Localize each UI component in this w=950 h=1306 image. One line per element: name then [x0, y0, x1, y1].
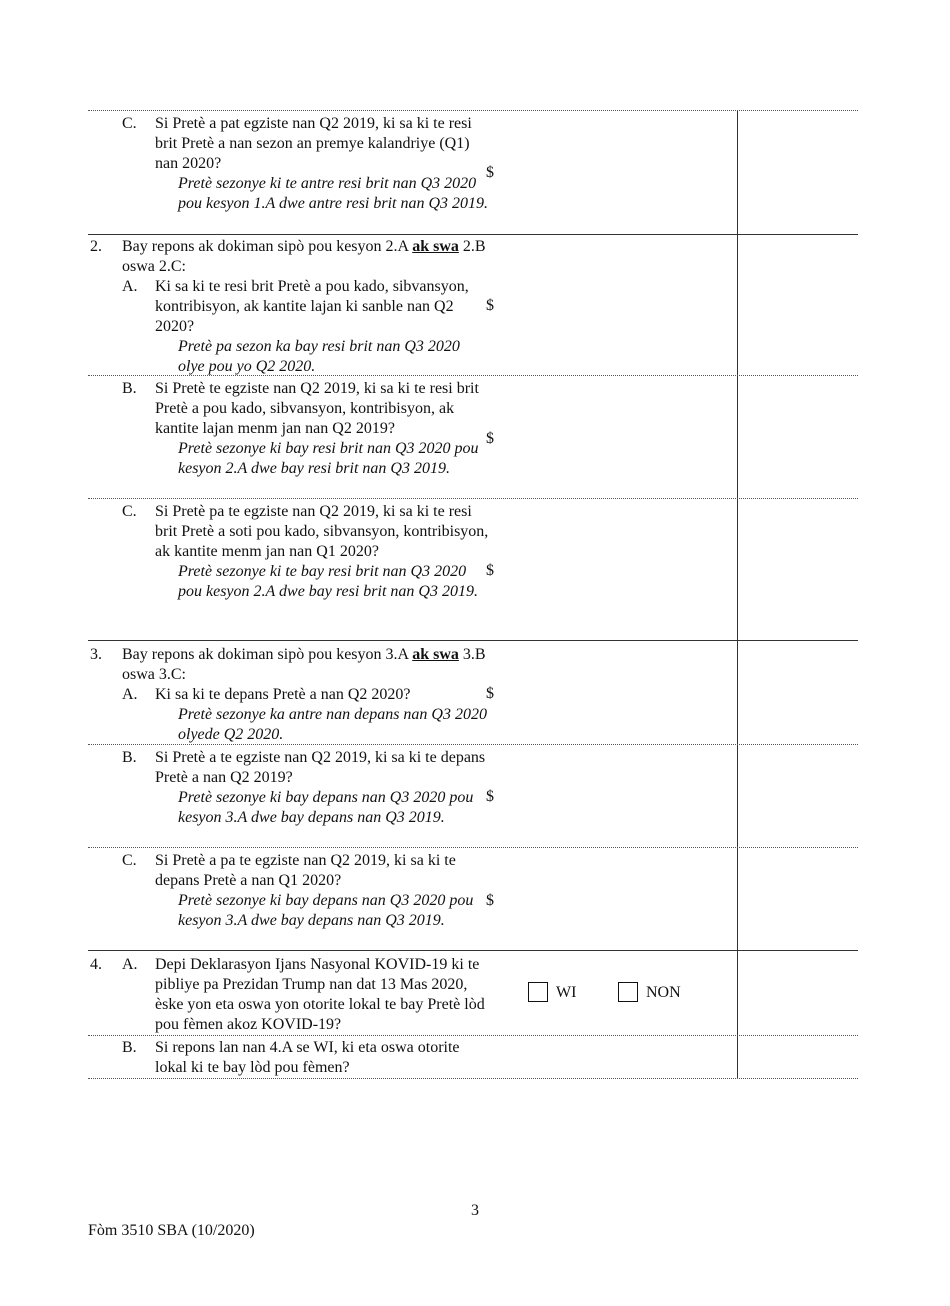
question-body	[155, 277, 490, 377]
question-text: Si Pretè te egziste nan Q2 2019, ki sa ki te resi brit Pretè a pou kado, sibvansyon, kontribisyon, ak kantite lajan menm jan nan Q2 2019?	[155, 380, 479, 437]
row-3c	[88, 847, 858, 950]
question-note: Pretè sezonye ki bay depans nan Q3 2020 pou kesyon 3.A dwe bay depans nan Q3 2019.	[178, 789, 474, 826]
question-text: Si Pretè a pa te egziste nan Q2 2019, ki sa ki te depans Pretè a nan Q1 2020?	[155, 852, 456, 889]
row-3a	[88, 640, 858, 744]
lead-text: Bay repons ak dokiman sipò pou kesyon 2.A	[122, 238, 413, 255]
yes-checkbox[interactable]	[528, 982, 548, 1002]
question-body	[155, 114, 490, 214]
amount-currency: $	[486, 892, 494, 909]
lead-text: Bay repons ak dokiman sipò pou kesyon 3.A	[122, 646, 413, 663]
question-note: Pretè sezonye ki bay resi brit nan Q3 2020 pou kesyon 2.A dwe bay resi brit nan Q3 2019.	[178, 440, 479, 477]
column-divider	[737, 745, 738, 847]
question-number: 3.	[90, 646, 102, 663]
row-1c	[88, 110, 858, 234]
row-4a	[88, 950, 858, 1035]
question-text: Si repons lan nan 4.A se WI, ki eta oswa otorite lokal ki te bay lòd pou fèmen?	[155, 1039, 460, 1076]
lead-text-end: 3.B oswa 3.C:	[122, 646, 486, 683]
question-body	[155, 1038, 490, 1078]
column-divider	[737, 499, 738, 640]
item-letter: A.	[122, 686, 138, 703]
question-note: Pretè pa sezon ka bay resi brit nan Q3 2020 olye pou yo Q2 2020.	[178, 338, 460, 375]
question-body	[155, 379, 490, 479]
amount-currency: $	[486, 562, 494, 579]
question-body	[155, 748, 490, 828]
item-letter: C.	[122, 115, 137, 132]
column-divider	[737, 111, 738, 234]
lead-emphasis: ak swa	[412, 238, 459, 255]
column-divider	[737, 235, 738, 375]
question-note: Pretè sezonye ka antre nan depans nan Q3 2020 olyede Q2 2020.	[178, 706, 487, 743]
yes-label: WI	[556, 984, 577, 1001]
row-2a	[88, 234, 858, 375]
form-identifier: Fòm 3510 SBA (10/2020)	[88, 1222, 255, 1239]
amount-currency: $	[486, 164, 494, 181]
lead-emphasis: ak swa	[412, 646, 459, 663]
question-lead	[122, 645, 492, 685]
row-4b	[88, 1035, 858, 1079]
question-note: Pretè sezonye ki te antre resi brit nan Q3 2020 pou kesyon 1.A dwe antre resi brit nan Q3 2019.	[178, 175, 489, 212]
row-2c	[88, 498, 858, 640]
column-divider	[737, 1036, 738, 1078]
question-note: Pretè sezonye ki bay depans nan Q3 2020 pou kesyon 3.A dwe bay depans nan Q3 2019.	[178, 892, 474, 929]
question-number: 2.	[90, 238, 102, 255]
question-body	[155, 502, 490, 602]
page-number: 3	[471, 1202, 479, 1219]
question-text: Depi Deklarasyon Ijans Nasyonal KOVID-19 ki te pibliye pa Prezidan Trump nan dat 13 Mas 2020, èske yon eta oswa yon otorite lokal te bay Pretè lòd pou fèmen akoz KOVID-19?	[155, 956, 485, 1033]
item-letter: B.	[122, 1039, 137, 1056]
question-body	[155, 851, 490, 931]
column-divider	[737, 641, 738, 744]
no-checkbox[interactable]	[618, 982, 638, 1002]
row-3b	[88, 744, 858, 847]
lead-text-end: 2.B oswa 2.C:	[122, 238, 486, 275]
item-letter: C.	[122, 852, 137, 869]
column-divider	[737, 848, 738, 950]
question-body	[155, 955, 490, 1035]
column-divider	[737, 376, 738, 498]
amount-currency: $	[486, 788, 494, 805]
question-lead	[122, 237, 492, 277]
item-letter: B.	[122, 749, 137, 766]
amount-currency: $	[486, 685, 494, 702]
item-letter: B.	[122, 380, 137, 397]
item-letter: A.	[122, 278, 138, 295]
question-number: 4.	[90, 956, 102, 973]
item-letter: C.	[122, 503, 137, 520]
question-text: Si Pretè a pat egziste nan Q2 2019, ki sa ki te resi brit Pretè a nan sezon an premye kalandriye (Q1) nan 2020?	[155, 115, 472, 172]
column-divider	[737, 951, 738, 1035]
amount-currency: $	[486, 297, 494, 314]
no-label: NON	[646, 984, 681, 1001]
question-text: Ki sa ki te depans Pretè a nan Q2 2020?	[155, 686, 411, 703]
amount-currency: $	[486, 430, 494, 447]
question-text: Si Pretè pa te egziste nan Q2 2019, ki sa ki te resi brit Pretè a soti pou kado, sibvansyon, kontribisyon, ak kantite menm jan nan Q1 2020?	[155, 503, 489, 560]
question-note: Pretè sezonye ki te bay resi brit nan Q3 2020 pou kesyon 2.A dwe bay resi brit nan Q3 2019.	[178, 563, 478, 600]
row-2b	[88, 375, 858, 498]
question-text: Si Pretè a te egziste nan Q2 2019, ki sa ki te depans Pretè a nan Q2 2019?	[155, 749, 486, 786]
item-letter: A.	[122, 956, 138, 973]
question-body	[155, 685, 490, 745]
question-text: Ki sa ki te resi brit Pretè a pou kado, sibvansyon, kontribisyon, ak kantite lajan ki sanble nan Q2 2020?	[155, 278, 469, 335]
